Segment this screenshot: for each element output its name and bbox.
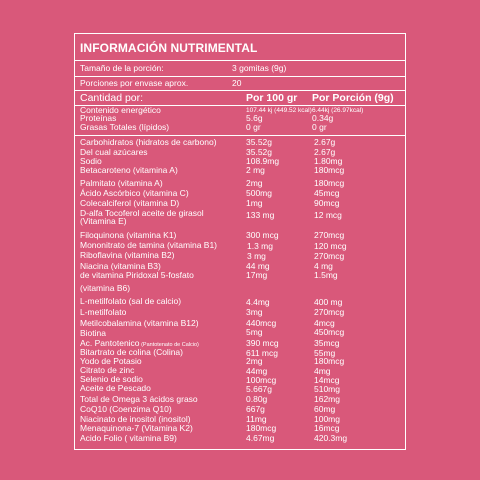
nutrient-row-label: Betacaroteno (vitamina A) (80, 165, 178, 175)
energy-row-label: Proteínas (80, 113, 117, 123)
nutrient-row-per-serving: 270mcg (314, 251, 345, 261)
nutrient-row-per-serving: 16mcg (314, 423, 340, 433)
servings-per-container-value: 20 (232, 78, 242, 88)
nutrient-row-per-serving: 100mg (314, 414, 340, 424)
nutrient-row-per100: 17mg (246, 270, 268, 280)
nutrient-row-per100: 2mg (246, 178, 263, 188)
nutrient-row-label: Citrato de zinc (80, 365, 135, 375)
nutrient-row-label: Bitartrato de colina (Colina) (80, 347, 183, 357)
nutrient-row-per100: 108.9mg (246, 156, 280, 166)
nutrient-row-per100: 1mg (246, 198, 263, 208)
nutrient-row-per-serving: 180mcg (314, 356, 345, 366)
nutrient-row-label: Niacina (vitamina B3) (80, 261, 161, 271)
nutrient-row-per-serving: 400 mg (314, 297, 343, 307)
nutrient-row-label: Yodo de Potasio (80, 356, 142, 366)
nutrient-row-per-serving: 2.67g (314, 137, 336, 147)
nutrient-row-per-serving: 4mcg (314, 318, 335, 328)
nutrient-row-label: Palmitato (vitamina A) (80, 178, 163, 188)
nutrient-row-per100: 44 mg (246, 261, 270, 271)
nutrient-row-per-serving: 45mcg (314, 188, 340, 198)
nutrient-row-label: Total de Omega 3 ácidos graso (80, 394, 198, 404)
nutrient-row-per100: 0.80g (246, 394, 268, 404)
nutrient-row-per100: 35.52g (246, 147, 272, 157)
nutrient-row-per100: 390 mcg (246, 338, 279, 348)
nutrient-row-per-serving: 14mcg (314, 375, 340, 385)
nutrient-row-note: (Pantotenato de Calcio) (139, 342, 199, 348)
nutrient-row-label: Ac. Pantotenico (Pantotenato de Calcio) (80, 338, 199, 348)
nutrient-row-label-cont: (Vitamina E) (80, 216, 127, 226)
nutrient-row-label: (vitamina B6) (80, 283, 131, 293)
column-per-100g: Por 100 gr (246, 92, 298, 104)
nutrient-list (75, 34, 405, 449)
nutrient-row-per-serving: 180mcg (314, 178, 345, 188)
nutrient-row-per-serving: 2.67g (314, 147, 336, 157)
nutrient-row-per-serving: 4mg (314, 366, 331, 376)
nutrient-row-per-serving: 510mg (314, 384, 340, 394)
nutrient-row-label: de vitamina Piridoxal 5-fosfato (80, 270, 194, 280)
nutrient-row-label: CoQ10 (Coenzima Q10) (80, 404, 172, 414)
nutrient-row-per100: 3 mg (247, 251, 266, 261)
nutrient-row-label: Aceite de Pescado (80, 383, 151, 393)
nutrient-row-per-serving: 420.3mg (314, 433, 348, 443)
energy-row-per100: 5.6g (246, 113, 263, 123)
serving-size-label: Tamaño de la porción: (80, 63, 164, 73)
nutrient-row-per100: 667g (246, 404, 265, 414)
panel-title: INFORMACIÓN NUTRIMENTAL (80, 41, 258, 55)
nutrient-row-per-serving: 270mcg (314, 307, 345, 317)
nutrient-row-per100: 5mg (246, 327, 263, 337)
nutrient-row-per100: 5.667g (246, 384, 272, 394)
nutrient-row-label: Colecalciferol (vitamina D) (80, 198, 180, 208)
nutrient-row-per-serving: 90mcg (314, 198, 340, 208)
energy-row-label: Grasas Totales (lípidos) (80, 122, 170, 132)
nutrient-row-label: Del cual azúcares (80, 147, 148, 157)
nutrient-row-per-serving: 120 mcg (314, 241, 347, 251)
nutrient-row-per100: 440mcg (246, 318, 277, 328)
energy-row-per-serving: 0 gr (312, 122, 327, 132)
serving-size-value: 3 gomitas (9g) (232, 63, 287, 73)
nutrient-row-per100: 100mcg (246, 375, 277, 385)
nutrient-row-label: Biotina (80, 328, 106, 338)
nutrient-row-per-serving: 1.5mg (314, 270, 338, 280)
nutrient-row-per-serving: 270mcg (314, 230, 345, 240)
nutrient-row-label: Riboflavina (vitamina B2) (80, 250, 175, 260)
nutrient-row-label: L-metilfolato (sal de calcio) (80, 296, 182, 306)
nutrient-row-label: L-metilfolato (80, 307, 127, 317)
nutrient-row-per-serving: 180mcg (314, 165, 345, 175)
nutrient-row-per100: 2mg (246, 356, 263, 366)
nutrient-row-per-serving: 4 mg (314, 261, 333, 271)
nutrient-row-label: Niacinato de inositol (inositol) (80, 414, 191, 424)
nutrient-row-label: Carbohidratos (hidratos de carbono) (80, 137, 217, 147)
nutrient-row-per100: 35.52g (246, 137, 272, 147)
nutrient-row-per-serving: 450mcg (314, 327, 345, 337)
nutrient-row-per100: 500mg (246, 188, 272, 198)
nutrient-row-label: Selenio de sodio (80, 374, 143, 384)
energy-row-per-serving: 6.44kj (26.97kcal) (312, 107, 364, 114)
nutrient-row-label: Sodio (80, 156, 102, 166)
nutrient-row-per-serving: 162mg (314, 394, 340, 404)
nutrient-row-per100: 4.67mg (246, 433, 275, 443)
nutrient-row-per100: 300 mcg (246, 230, 279, 240)
nutrient-row-per100: 2 mg (246, 165, 265, 175)
nutrient-row-label: Acido Folio ( vitamina B9) (80, 433, 177, 443)
energy-row-per100: 0 gr (246, 122, 261, 132)
nutrient-row-label: Mononitrato de tamina (vitamina B1) (80, 240, 218, 250)
nutrient-row-per100: 180mcg (246, 423, 277, 433)
nutrient-row-per-serving: 1.80mg (314, 156, 343, 166)
nutrient-row-per100: 133 mg (246, 210, 275, 220)
nutrient-row-per100: 611 mcg (246, 348, 278, 358)
nutrient-row-label: Ácido Ascórbico (vitamina C) (80, 188, 189, 198)
nutrient-row-label: Metilcobalamina (vitamina B12) (80, 318, 199, 328)
nutrient-row-per-serving: 60mg (314, 404, 336, 414)
nutrient-row-label: Filoquinona (vitamina K1) (80, 230, 177, 240)
nutrient-row-per100: 4.4mg (246, 297, 270, 307)
nutrient-row-label: D-alfa Tocoferol aceite de girasol (80, 208, 204, 218)
amount-per-label: Cantidad por: (80, 92, 144, 104)
nutrient-row-per-serving: 55mg (314, 348, 336, 358)
energy-row-per-serving: 0.34g (312, 113, 334, 123)
nutrient-row-per100: 1.3 mg (247, 241, 273, 251)
nutrient-row-per100: 3mg (246, 307, 263, 317)
energy-row-label: Contenido energético (80, 105, 161, 115)
nutrient-row-per-serving: 12 mcg (314, 210, 342, 220)
nutrition-facts-panel (74, 33, 406, 450)
servings-per-container-label: Porciones por envase aprox. (80, 78, 189, 88)
column-per-serving: Por Porción (9g) (312, 92, 394, 104)
nutrient-row-per100: 44mg (246, 366, 268, 376)
energy-row-per100: 107.44 kj (449.52 kcal) (246, 107, 312, 114)
nutrient-row-per100: 11mg (246, 414, 267, 424)
nutrient-row-label: Menaquinona-7 (Vitamina K2) (80, 423, 193, 433)
nutrient-row-per-serving: 35mcg (314, 338, 340, 348)
